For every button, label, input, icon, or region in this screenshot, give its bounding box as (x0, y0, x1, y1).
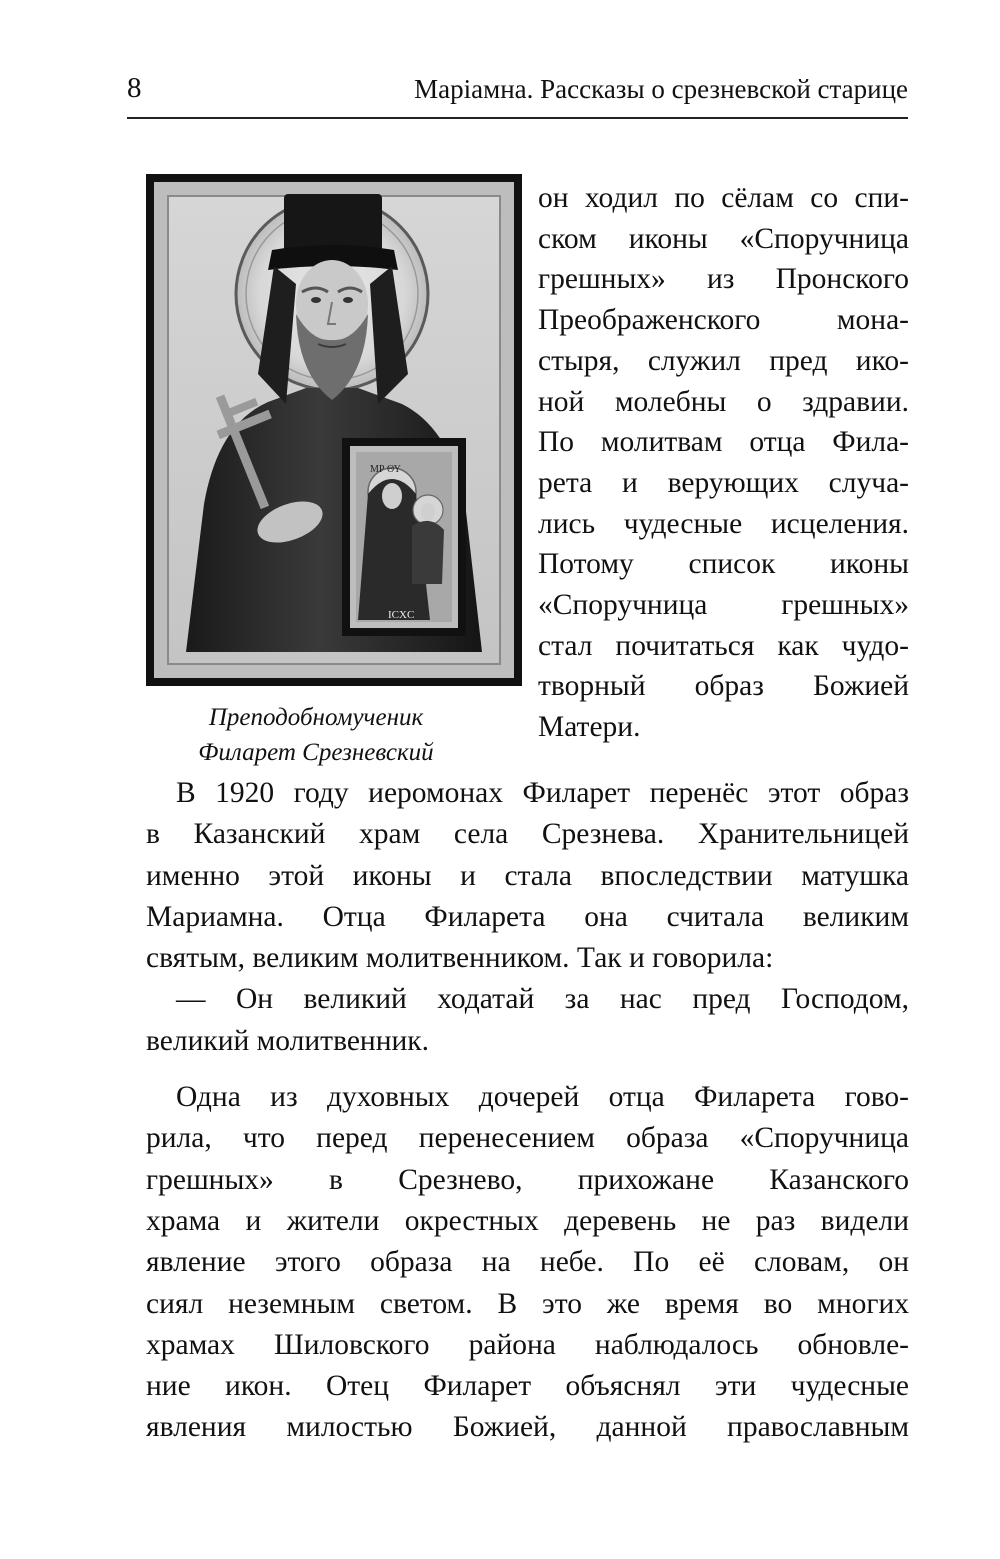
text-line: стыря, служил пред ико- (538, 344, 909, 377)
text-line: Мариамна. Отца Филарета она считала великим (146, 900, 909, 933)
text-line: великий молитвенник. (146, 1024, 429, 1057)
text-line: в Казанский храм села Срезнева. Хранительницей (146, 818, 909, 851)
icon-bottom-mark: ICXC (388, 609, 415, 621)
icon-illustration-image (146, 174, 522, 686)
page-number: 8 (127, 72, 142, 104)
text-line: По молитвам отца Фила- (538, 426, 909, 459)
text-line: грешных» в Срезнево, прихожане Казанского (146, 1163, 909, 1196)
text-line: лись чудесные исцеления. (538, 507, 909, 540)
text-line: грешных» из Пронского (538, 263, 909, 296)
figure-caption (120, 700, 512, 770)
text-line: ной молебны о здравии. (538, 385, 909, 418)
header-rule (127, 117, 908, 119)
text-line: явления милостью Божией, данной православным (146, 1411, 909, 1444)
text-line: Потому список иконы (538, 548, 909, 581)
icon-illustration (146, 174, 522, 686)
text-line: ние икон. Отец Филарет объяснял эти чудесные (146, 1370, 909, 1403)
running-header-title: Марiамна. Рассказы о срезневской старице (414, 74, 908, 104)
text-line: святым, великим молитвенником. Так и говорила: (146, 942, 774, 975)
text-line: рета и верующих случа- (538, 466, 909, 499)
text-line: он ходил по сёлам со спи- (538, 182, 909, 214)
text-line: явление этого образа на небе. По её словам, он (146, 1246, 909, 1279)
text-line: Одна из духовных дочерей отца Филарета гово- (176, 1081, 909, 1114)
caption-line: Филарет Срезневский (198, 739, 434, 766)
text-line: сиял неземным светом. В это же время во многих (146, 1287, 909, 1320)
caption-line: Преподобномученик (208, 704, 424, 731)
text-line: храмах Шиловского района наблюдалось обновле- (146, 1328, 909, 1361)
text-line: рила, что перед перенесением образа «Споручница (146, 1122, 909, 1155)
text-line: ском иконы «Споручница (538, 222, 909, 255)
text-line: В 1920 году иеромонах Филарет перенёс этот образ (176, 777, 909, 809)
body-text (146, 773, 909, 1449)
text-line: «Споручница грешных» (538, 589, 909, 622)
text-line: творный образ Божией (538, 670, 909, 703)
side-column-text (538, 178, 909, 748)
text-line: — Он великий ходатай за нас пред Господом, (176, 983, 909, 1016)
text-line: Матери. (538, 711, 641, 744)
text-line: именно этой иконы и стала впоследствии матушка (146, 859, 909, 892)
text-line: Преображенского мона- (538, 304, 909, 337)
text-line: храма и жители окрестных деревень не раз видели (146, 1204, 909, 1237)
icon-inscription: ΜΡ ΘΥ (370, 464, 401, 475)
text-line: стал почитаться как чудо- (538, 629, 909, 662)
